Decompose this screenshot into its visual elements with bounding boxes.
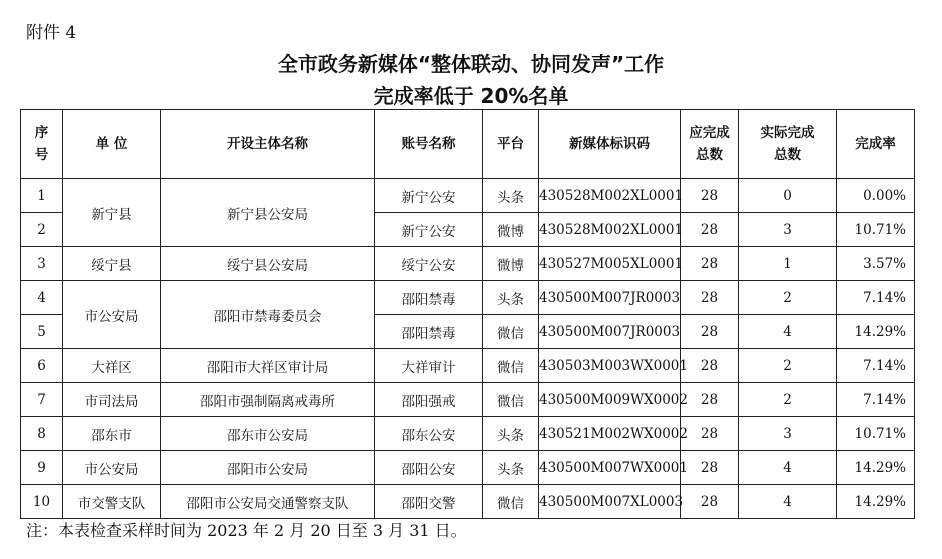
table-row [21, 417, 915, 451]
cell-rate: 14.29% [837, 315, 915, 349]
cell-unit: 邵东市 [63, 417, 161, 451]
cell-platform: 头条 [483, 281, 539, 315]
header-actual: 实际完成 总数 [739, 110, 837, 179]
footnote: 注：本表检查采样时间为 2023 年 2 月 20 日至 3 月 31 日。 [26, 521, 467, 540]
cell-seq: 4 [21, 281, 63, 315]
cell-rate: 3.57% [837, 247, 915, 281]
cell-expected: 28 [681, 451, 739, 485]
cell-expected: 28 [681, 349, 739, 383]
header-expected: 应完成 总数 [681, 110, 739, 179]
cell-expected: 28 [681, 247, 739, 281]
cell-id: 430500M007JR0003 [539, 315, 681, 349]
header-owner: 开设主体名称 [161, 110, 375, 179]
cell-actual: 4 [739, 451, 837, 485]
cell-owner: 邵东市公安局 [161, 417, 375, 451]
cell-unit: 新宁县 [63, 179, 161, 247]
cell-owner: 邵阳市禁毒委员会 [161, 281, 375, 349]
cell-unit: 市司法局 [63, 383, 161, 417]
header-seq: 序 号 [21, 110, 63, 179]
cell-owner: 新宁县公安局 [161, 179, 375, 247]
cell-actual: 4 [739, 315, 837, 349]
cell-account: 新宁公安 [375, 213, 483, 247]
cell-actual: 0 [739, 179, 837, 213]
document-subtitle: 完成率低于 20%名单 [373, 84, 569, 108]
table-row [21, 451, 915, 485]
cell-owner: 邵阳市公安局 [161, 451, 375, 485]
cell-seq: 9 [21, 451, 63, 485]
cell-account: 邵阳公安 [375, 451, 483, 485]
cell-rate: 10.71% [837, 213, 915, 247]
cell-unit: 大祥区 [63, 349, 161, 383]
cell-rate: 7.14% [837, 349, 915, 383]
table-row [21, 383, 915, 417]
cell-seq: 10 [21, 485, 63, 519]
cell-expected: 28 [681, 281, 739, 315]
header-rate: 完成率 [837, 110, 915, 179]
cell-actual: 2 [739, 349, 837, 383]
cell-rate: 7.14% [837, 383, 915, 417]
cell-expected: 28 [681, 383, 739, 417]
cell-platform: 头条 [483, 451, 539, 485]
cell-unit: 绥宁县 [63, 247, 161, 281]
cell-platform: 微信 [483, 315, 539, 349]
cell-owner: 邵阳市公安局交通警察支队 [161, 485, 375, 519]
cell-owner: 绥宁县公安局 [161, 247, 375, 281]
cell-platform: 微信 [483, 485, 539, 519]
cell-id: 430500M007XL0003 [539, 485, 681, 519]
cell-unit: 市公安局 [63, 451, 161, 485]
cell-expected: 28 [681, 315, 739, 349]
cell-actual: 2 [739, 383, 837, 417]
cell-id: 430528M002XL0001 [539, 213, 681, 247]
cell-platform: 微博 [483, 213, 539, 247]
cell-id: 430500M007JR0003 [539, 281, 681, 315]
cell-account: 绥宁公安 [375, 247, 483, 281]
cell-seq: 5 [21, 315, 63, 349]
cell-actual: 2 [739, 281, 837, 315]
cell-rate: 7.14% [837, 281, 915, 315]
cell-seq: 1 [21, 179, 63, 213]
cell-expected: 28 [681, 485, 739, 519]
cell-unit: 市交警支队 [63, 485, 161, 519]
cell-expected: 28 [681, 179, 739, 213]
cell-id: 430527M005XL0001 [539, 247, 681, 281]
cell-account: 新宁公安 [375, 179, 483, 213]
cell-actual: 3 [739, 417, 837, 451]
cell-platform: 头条 [483, 179, 539, 213]
cell-actual: 4 [739, 485, 837, 519]
cell-account: 邵东公安 [375, 417, 483, 451]
cell-id: 430500M009WX0002 [539, 383, 681, 417]
header-unit: 单 位 [63, 110, 161, 179]
cell-account: 邵阳禁毒 [375, 315, 483, 349]
cell-platform: 微信 [483, 349, 539, 383]
completion-rate-table [20, 109, 915, 519]
cell-id: 430503M003WX0001 [539, 349, 681, 383]
header-id: 新媒体标识码 [539, 110, 681, 179]
cell-owner: 邵阳市强制隔离戒毒所 [161, 383, 375, 417]
table-row [21, 281, 915, 315]
cell-id: 430521M002WX0002 [539, 417, 681, 451]
cell-expected: 28 [681, 417, 739, 451]
header-account: 账号名称 [375, 110, 483, 179]
cell-seq: 2 [21, 213, 63, 247]
cell-expected: 28 [681, 213, 739, 247]
header-platform: 平台 [483, 110, 539, 179]
cell-account: 邵阳禁毒 [375, 281, 483, 315]
document-title: 全市政务新媒体“整体联动、协同发声”工作 [277, 52, 665, 76]
cell-id: 430528M002XL0001 [539, 179, 681, 213]
cell-platform: 头条 [483, 417, 539, 451]
cell-seq: 3 [21, 247, 63, 281]
cell-platform: 微信 [483, 383, 539, 417]
cell-seq: 8 [21, 417, 63, 451]
table-row [21, 485, 915, 519]
cell-platform: 微博 [483, 247, 539, 281]
cell-id: 430500M007WX0001 [539, 451, 681, 485]
cell-actual: 3 [739, 213, 837, 247]
cell-seq: 7 [21, 383, 63, 417]
table-row [21, 349, 915, 383]
attachment-label: 附件 4 [26, 23, 77, 43]
table-row [21, 179, 915, 213]
cell-actual: 1 [739, 247, 837, 281]
header-row [21, 110, 915, 179]
table-row [21, 247, 915, 281]
cell-rate: 14.29% [837, 485, 915, 519]
cell-owner: 邵阳市大祥区审计局 [161, 349, 375, 383]
cell-rate: 0.00% [837, 179, 915, 213]
cell-account: 邵阳强戒 [375, 383, 483, 417]
cell-unit: 市公安局 [63, 281, 161, 349]
cell-rate: 14.29% [837, 451, 915, 485]
cell-seq: 6 [21, 349, 63, 383]
cell-account: 邵阳交警 [375, 485, 483, 519]
cell-rate: 10.71% [837, 417, 915, 451]
cell-account: 大祥审计 [375, 349, 483, 383]
